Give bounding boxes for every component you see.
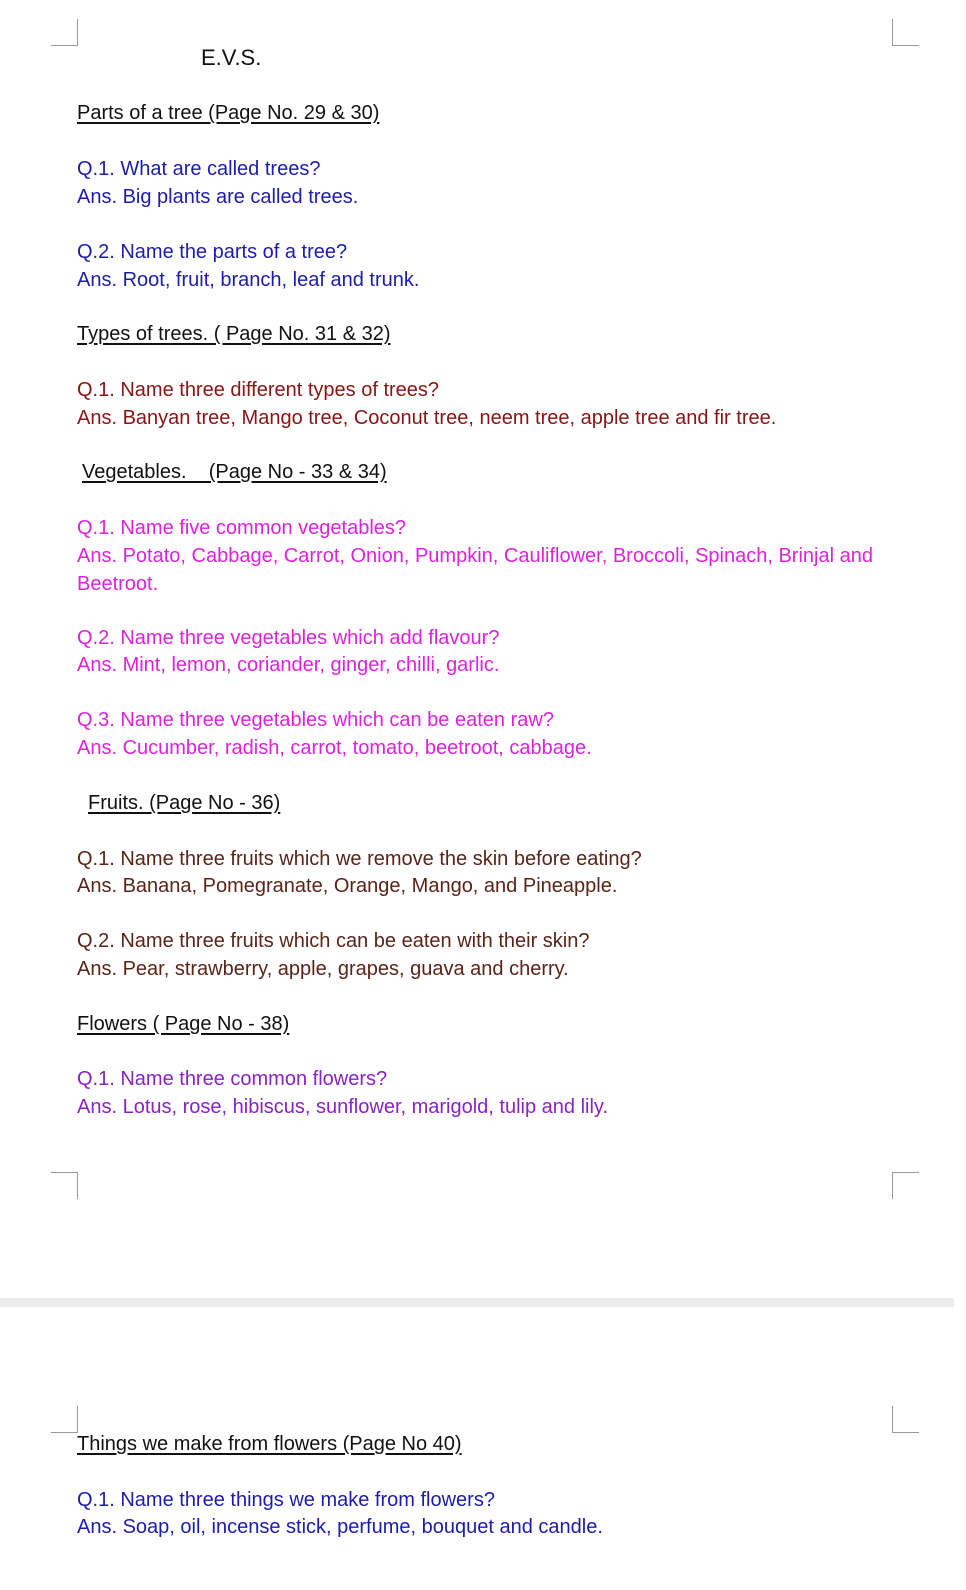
- answer-text: Ans. Banana, Pomegranate, Orange, Mango, and Pineapple.: [77, 875, 618, 897]
- question-text: Q.1. Name three fruits which we remove the skin before eating?: [77, 848, 642, 870]
- section-heading: Parts of a tree (Page No. 29 & 30): [77, 102, 380, 124]
- answer-text: Ans. Root, fruit, branch, leaf and trunk.: [77, 269, 420, 291]
- question-text: Q.2. Name three fruits which can be eaten with their skin?: [77, 930, 590, 952]
- answer-text: Ans. Soap, oil, incense stick, perfume, bouquet and candle.: [77, 1516, 603, 1538]
- answer-text: Ans. Pear, strawberry, apple, grapes, guava and cherry.: [77, 958, 569, 980]
- question-text: Q.1. Name five common vegetables?: [77, 517, 407, 539]
- section-heading: Fruits. (Page No - 36): [88, 792, 281, 814]
- page-margin-corner-top-left: [51, 1406, 78, 1433]
- question-text: Q.3. Name three vegetables which can be eaten raw?: [77, 709, 554, 731]
- answer-text: Ans. Lotus, rose, hibiscus, sunflower, marigold, tulip and lily.: [77, 1096, 608, 1118]
- page-margin-corner-bottom-left: [51, 1172, 78, 1199]
- document-page-2: [0, 1307, 954, 1590]
- section-heading: Vegetables. (Page No - 33 & 34): [82, 461, 387, 483]
- answer-text: Ans. Cucumber, radish, carrot, tomato, beetroot, cabbage.: [77, 737, 592, 759]
- page-margin-corner-top-left: [51, 19, 78, 46]
- answer-text: Ans. Banyan tree, Mango tree, Coconut tree, neem tree, apple tree and fir tree.: [77, 407, 777, 429]
- section-heading: Things we make from flowers (Page No 40): [77, 1433, 462, 1455]
- question-text: Q.1. What are called trees?: [77, 158, 321, 180]
- question-text: Q.1. Name three things we make from flowers?: [77, 1489, 495, 1511]
- page-separator: [0, 1298, 954, 1307]
- answer-text-continued: Beetroot.: [77, 573, 159, 595]
- answer-text: Ans. Big plants are called trees.: [77, 186, 359, 208]
- section-heading: Types of trees. ( Page No. 31 & 32): [77, 323, 391, 345]
- document-title: E.V.S.: [201, 45, 262, 70]
- answer-text: Ans. Mint, lemon, coriander, ginger, chilli, garlic.: [77, 654, 500, 676]
- question-text: Q.2. Name three vegetables which add flavour?: [77, 627, 500, 649]
- section-heading: Flowers ( Page No - 38): [77, 1013, 290, 1035]
- question-text: Q.2. Name the parts of a tree?: [77, 241, 348, 263]
- question-text: Q.1. Name three common flowers?: [77, 1068, 388, 1090]
- answer-text: Ans. Potato, Cabbage, Carrot, Onion, Pumpkin, Cauliflower, Broccoli, Spinach, Brinjal and: [77, 545, 873, 567]
- question-text: Q.1. Name three different types of trees?: [77, 379, 440, 401]
- page-margin-corner-top-right: [892, 1406, 919, 1433]
- page-margin-corner-bottom-right: [892, 1172, 919, 1199]
- page-margin-corner-top-right: [892, 19, 919, 46]
